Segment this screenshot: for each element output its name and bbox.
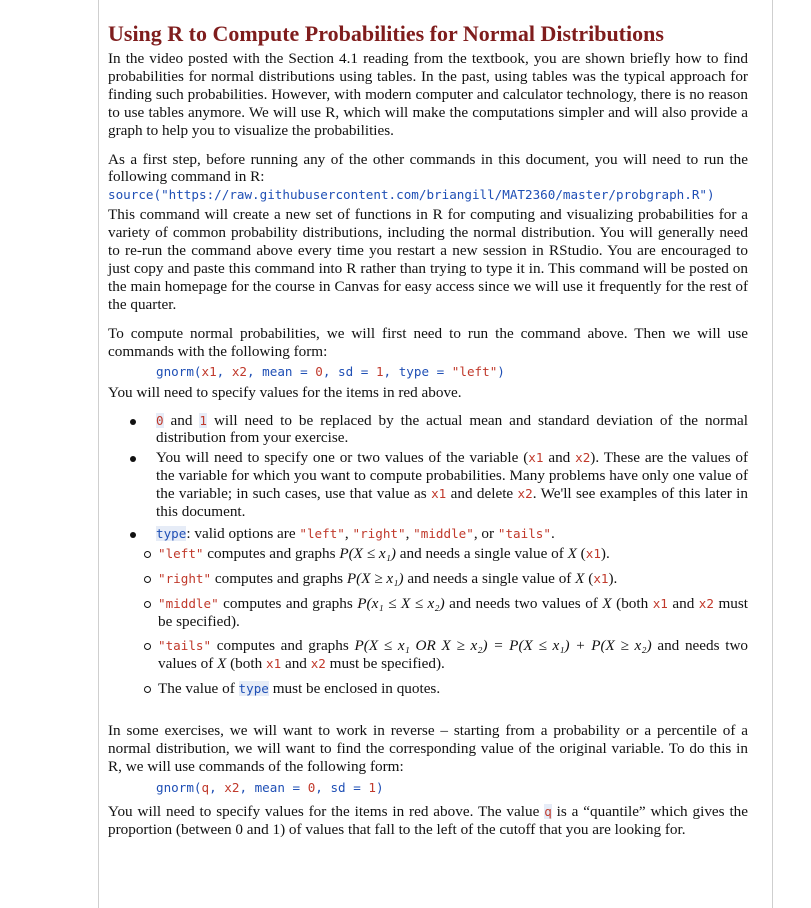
final-text-a: You will need to specify values for the items in red above. The value [108, 802, 545, 820]
bullet-mean-sd [108, 412, 748, 448]
qnorm-mean-val: 0 [307, 779, 316, 795]
sub-left-close: ). [600, 544, 610, 562]
option-left: "left" [299, 525, 345, 541]
bullet-type-options [108, 525, 748, 698]
final-text-b: is a “quantile” which gives the proportion (between 0 and 1) of values that fall to the left of the cutoff that you are looking for. [108, 802, 748, 838]
bullet1-text-b: will need to be replaced by the actual mean and standard deviation of the normal distribution from your exercise. [156, 411, 748, 447]
qnorm-q: q [201, 779, 210, 795]
sub-right-text-b: and needs a single value of [403, 569, 576, 587]
sub-middle-end: must be specified). [158, 594, 748, 630]
page-border-right [772, 0, 773, 908]
bullet2-text-a: You will need to specify one or two values of the variable ( [156, 449, 529, 467]
sub-tails-end: must be specified). [325, 655, 445, 673]
qnorm-sep: , [209, 779, 225, 795]
gnorm-mean-kw: , mean = [247, 363, 316, 379]
qnorm-sd-val: 1 [368, 779, 376, 795]
option-middle: "middle" [413, 525, 474, 541]
gnorm-sd-val: 1 [375, 363, 384, 379]
bullet2-text-b: and [543, 449, 576, 467]
bullet-dot-icon [130, 532, 136, 538]
sub-left-text-a: computes and graphs [203, 544, 340, 562]
final-q: q [544, 803, 552, 819]
qnorm-command[interactable] [108, 779, 748, 797]
intro-paragraph: In the video posted with the Section 4.1 reading from the textbook, you are shown briefly how to find probabilities for normal distributions using tables. In the past, using tables was the typical approach for finding such probabilities. However, with modern computer and calculator technology, there is no reason to use tables anymore. We will use R, which will make the computations simpler and will also provide a graph to help you to visualize the probabilities. [108, 50, 748, 139]
bullet3-or: , or [473, 524, 498, 542]
qnorm-fn: gnorm( [156, 779, 202, 795]
compute-intro-paragraph: To compute normal probabilities, we will first need to run the command above. Then we will use commands with the following form: [108, 324, 748, 360]
bullet2-x1b: x1 [431, 486, 447, 502]
sub-tails-X: X [217, 655, 227, 673]
sub-middle-x1: x1 [652, 595, 668, 611]
sub-right-opt: "right" [158, 570, 212, 586]
sub-right-x1: x1 [593, 570, 609, 586]
circle-bullet-icon [144, 643, 151, 650]
final-paragraph [108, 803, 748, 839]
sub-right-close: ). [608, 569, 618, 587]
type-sub-list [156, 545, 748, 698]
parameter-bullet-list [108, 412, 748, 699]
bullet2-text-e: . We'll see examples of this later in this document. [156, 485, 748, 521]
sub-left-opt: "left" [158, 545, 204, 561]
bullet2-text-d: and delete [446, 485, 518, 503]
sub-tails-x1: x1 [265, 656, 282, 672]
sub-tails-text-a: computes and graphs [211, 637, 355, 655]
circle-bullet-icon [144, 686, 151, 693]
sub-left-formula: P(X ≤ x₁) [339, 544, 396, 562]
sub-quotes-type: type [238, 681, 269, 697]
sub-middle-text-b: and needs two values of [444, 594, 603, 612]
gnorm-fn: gnorm( [156, 363, 202, 379]
sub-item-tails [108, 637, 748, 673]
sub-left-text-b: and needs a single value of [395, 544, 568, 562]
sub-right-formula: P(X ≥ x₁) [346, 569, 404, 587]
document-page [108, 19, 748, 839]
sub-middle-x2: x2 [698, 595, 714, 611]
gnorm-close: ) [497, 363, 505, 379]
sub-tails-and: and [281, 655, 311, 673]
sub-middle-opt: "middle" [158, 595, 219, 611]
circle-bullet-icon [144, 601, 151, 608]
document-title: Using R to Compute Probabilities for Normal Distributions [108, 21, 664, 46]
sub-left-X: X [567, 544, 577, 562]
sub-right-text-a: computes and graphs [211, 569, 347, 587]
sub-tails-paren: (both [226, 655, 266, 673]
bullet2-text-c: ). These are the values of the variable for which you want to compute probabilities. Many problems have only one value of the variable; in such cases, use that value as [156, 449, 748, 503]
command-description-paragraph: This command will create a new set of functions in R for computing and visualizing probabilities for a variety of common probability distributions, including the normal distribution. You will generally need to re-run the command above every time you restart a new session in RStudio. You are encouraged to just copy and paste this command into R rather than trying to type it in. This command will be posted on the main homepage for the course in Canvas for easy access since we will use it frequently for the rest of the quarter. [108, 206, 748, 313]
bullet2-x2b: x2 [517, 486, 533, 502]
first-step-paragraph: As a first step, before running any of the other commands in this document, you will need to run the following command in R: [108, 150, 748, 186]
sub-item-middle [108, 595, 748, 631]
sub-quotes-text-b: must be enclosed in quotes. [268, 680, 441, 698]
sub-left-x1: x1 [585, 545, 601, 561]
sub-item-quotes [108, 680, 748, 698]
bullet2-x2: x2 [575, 450, 591, 466]
gnorm-x1: x1 [201, 363, 217, 379]
qnorm-x2: x2 [224, 779, 240, 795]
bullet2-x1: x1 [528, 450, 544, 466]
sub-middle-X: X [602, 594, 612, 612]
gnorm-sd-kw: , sd = [322, 363, 376, 379]
gnorm-command[interactable] [108, 363, 748, 381]
qnorm-close: ) [375, 779, 384, 795]
circle-bullet-icon [144, 576, 151, 583]
reverse-intro-paragraph: In some exercises, we will want to work in reverse – starting from a probability or a percentile of a normal distribution, we will want to find the corresponding value of the original variable. To do this in R, we will use commands of the following form: [108, 722, 748, 775]
sub-middle-text-a: computes and graphs [218, 594, 358, 612]
source-command[interactable]: source("https://raw.githubusercontent.com/briangill/MAT2360/master/probgraph.R") [108, 187, 715, 203]
option-right: "right" [352, 525, 406, 541]
bullet3-text: : valid options are [186, 524, 300, 542]
specify-values-paragraph: You will need to specify values for the items in red above. [108, 383, 462, 401]
gnorm-mean-val: 0 [315, 363, 323, 379]
sub-middle-formula: P(x₁ ≤ X ≤ x₂) [357, 594, 445, 612]
sub-middle-and: and [667, 594, 699, 612]
sub-tails-x2: x2 [310, 656, 326, 672]
option-tails: "tails" [497, 525, 551, 541]
sub-tails-formula: P(X ≤ x₁ OR X ≥ x₂) = P(X ≤ x₁) + P(X ≥ x₂) [354, 637, 652, 655]
bullet3-comma-b: , [405, 524, 414, 542]
sub-tails-text-b: and needs two values of [158, 637, 749, 673]
sub-left-paren: ( [576, 544, 586, 562]
sub-middle-paren: (both [611, 594, 653, 612]
bullet-dot-icon [130, 419, 136, 425]
qnorm-mean-kw: , mean = [239, 779, 308, 795]
qnorm-sd-kw: , sd = [315, 779, 369, 795]
bullet-dot-icon [130, 456, 136, 462]
bullet3-comma-a: , [344, 524, 353, 542]
page-border-left [98, 0, 99, 908]
sub-item-left [108, 545, 748, 563]
gnorm-type-val: "left" [451, 363, 498, 379]
sd-one: 1 [199, 412, 207, 428]
bullet1-text-a: and [163, 411, 200, 429]
sub-right-X: X [575, 569, 585, 587]
sub-tails-opt: "tails" [158, 638, 212, 654]
sub-right-paren: ( [584, 569, 594, 587]
gnorm-x2: x2 [231, 363, 248, 379]
circle-bullet-icon [144, 551, 151, 558]
gnorm-sep: , [216, 363, 232, 379]
gnorm-type-kw: , type = [383, 363, 452, 379]
mean-zero: 0 [156, 412, 164, 428]
bullet3-end: . [550, 524, 555, 542]
bullet-variable-values [108, 449, 748, 521]
type-keyword: type [156, 525, 187, 541]
sub-quotes-text-a: The value of [158, 680, 239, 698]
sub-item-right [108, 570, 748, 588]
